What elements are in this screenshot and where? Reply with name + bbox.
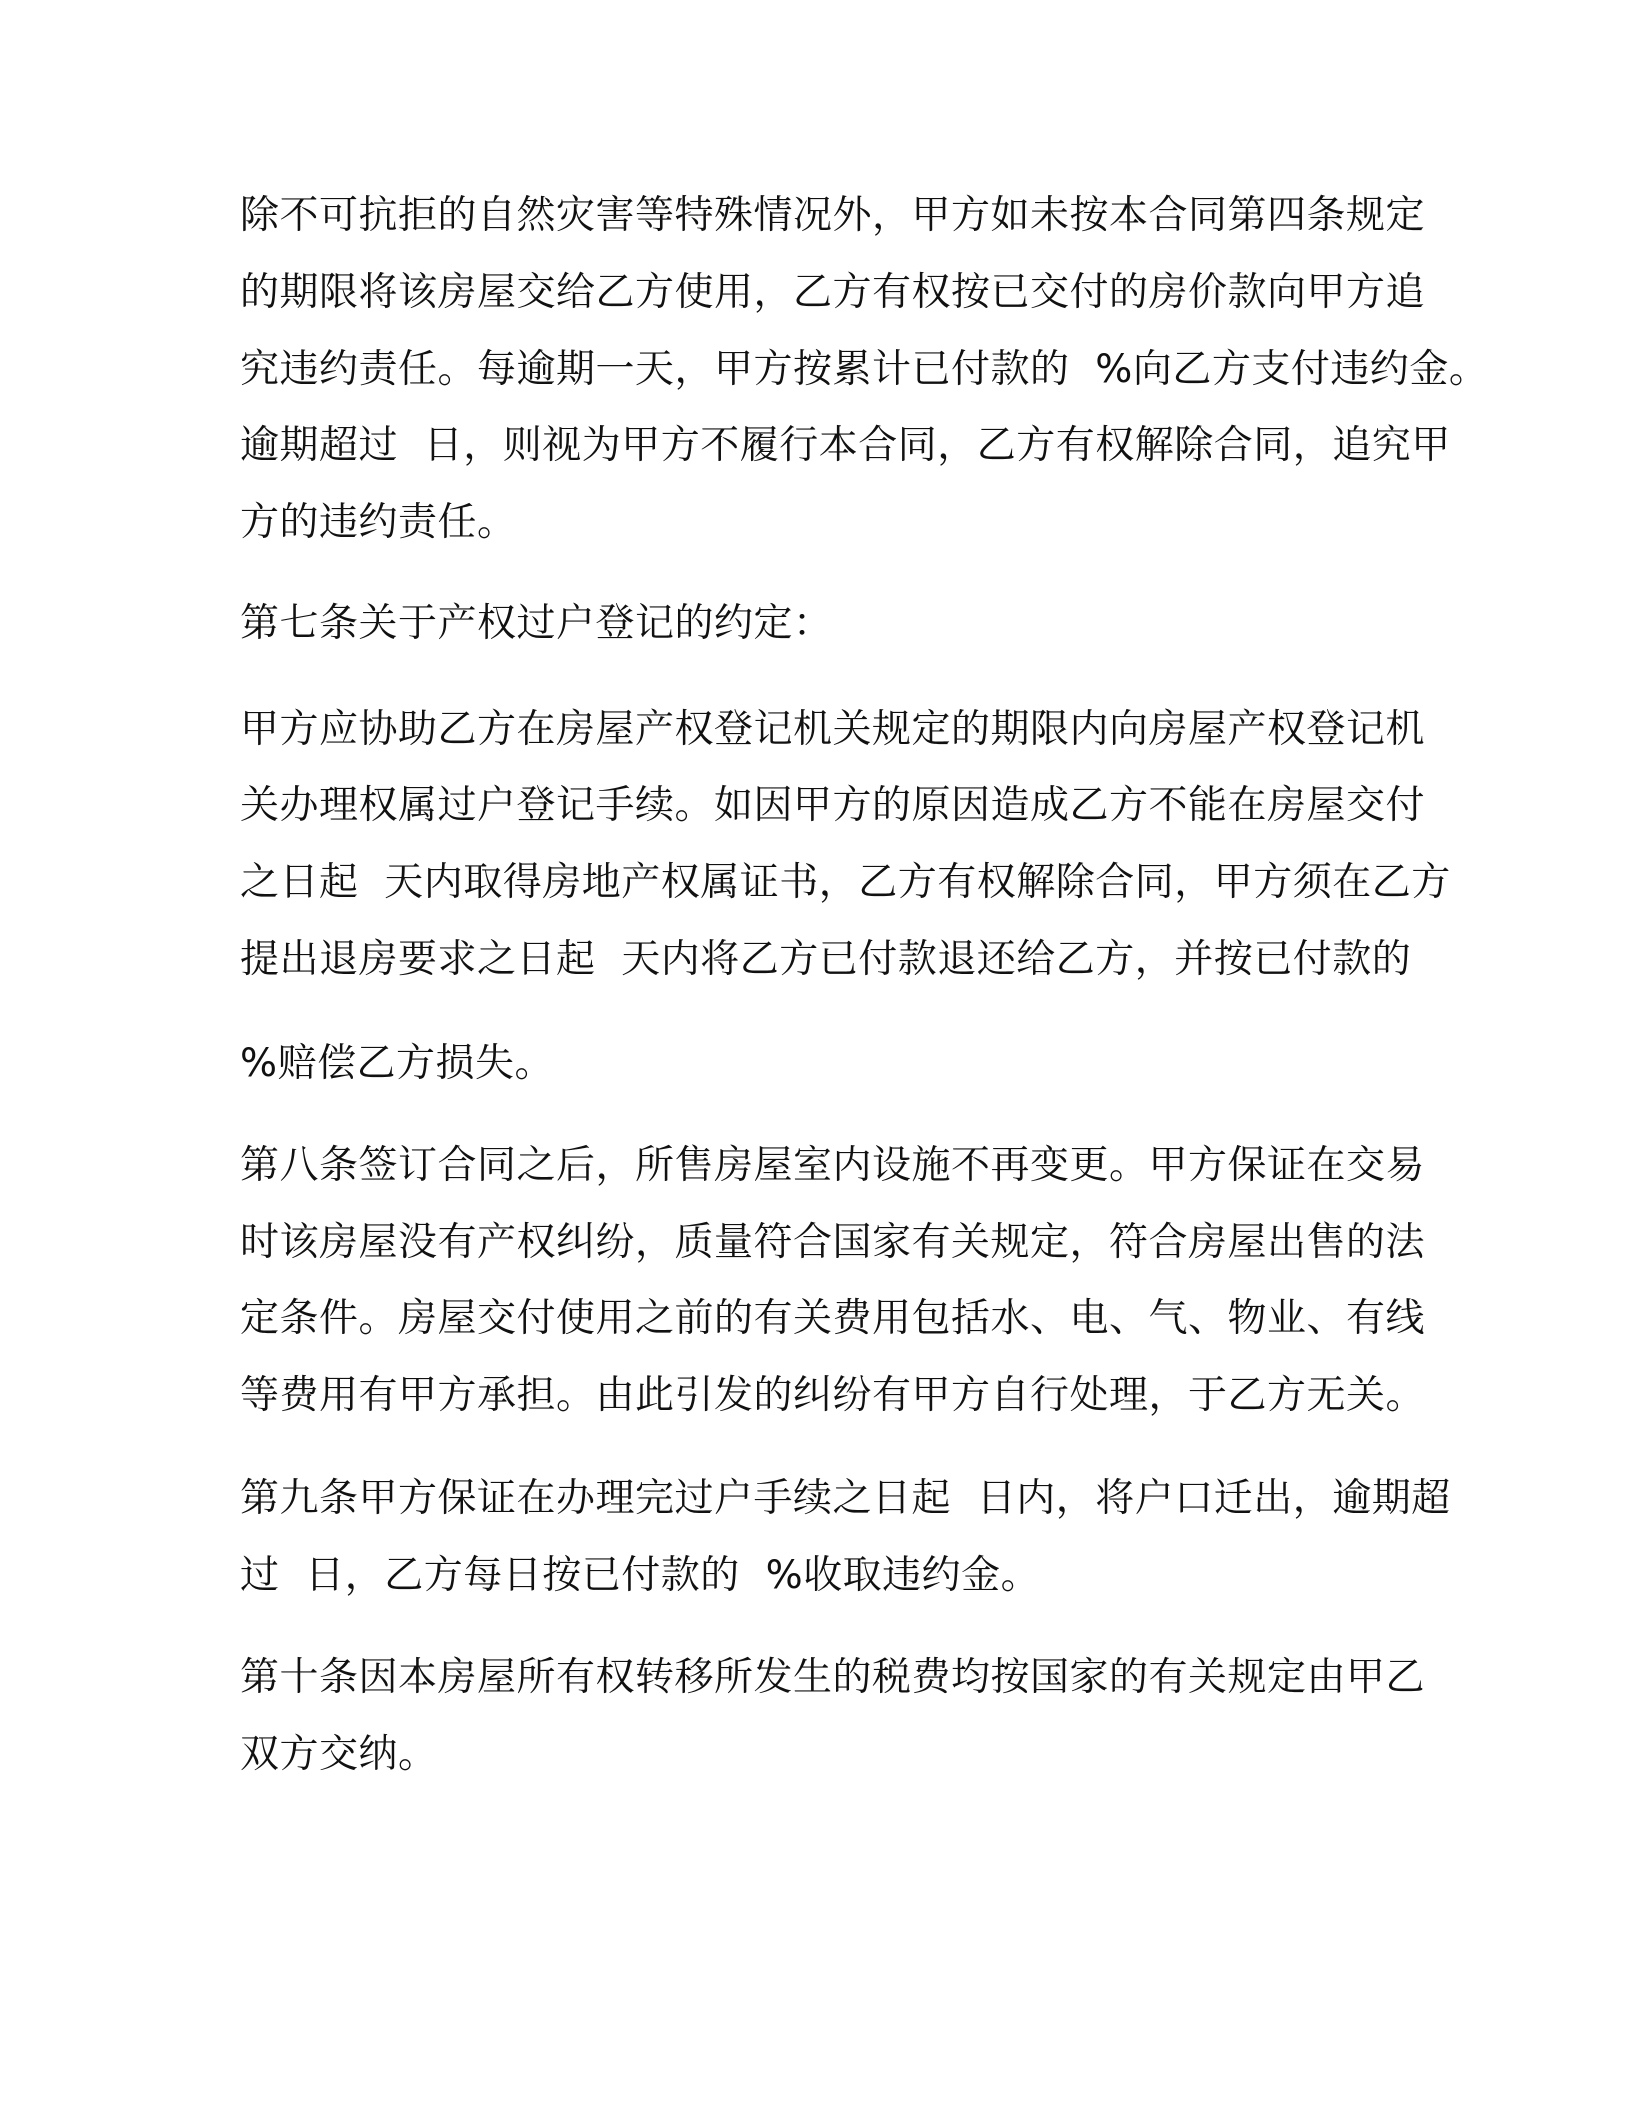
text-line: 第九条甲方保证在办理完过户手续之日起 日内，将户口迁出，逾期超 [240,1476,1451,1521]
text-line: 的期限将该房屋交给乙方使用，乙方有权按已交付的房价款向甲方追 [240,270,1426,315]
text-line: 究违约责任。每逾期一天，甲方按累计已付款的 %向乙方支付违约金。 [240,347,1489,392]
text-line: 提出退房要求之日起 天内将乙方已付款退还给乙方，并按已付款的 [240,937,1412,982]
text-line: 定条件。房屋交付使用之前的有关费用包括水、电、气、物业、有线 [240,1296,1426,1341]
article-heading: 第七条关于产权过户登记的约定： [240,601,833,646]
text-line: 之日起 天内取得房地产权属证书，乙方有权解除合同，甲方须在乙方 [240,860,1451,905]
text-line: 双方交纳。 [240,1732,438,1777]
text-line: 时该房屋没有产权纠纷，质量符合国家有关规定，符合房屋出售的法 [240,1220,1426,1265]
text-line: 关办理权属过户登记手续。如因甲方的原因造成乙方不能在房屋交付 [240,783,1426,828]
text-line: 等费用有甲方承担。由此引发的纠纷有甲方自行处理，于乙方无关。 [240,1373,1426,1418]
text-line: 第八条签订合同之后，所售房屋室内设施不再变更。甲方保证在交易 [240,1143,1426,1188]
text-line: 逾期超过 日，则视为甲方不履行本合同，乙方有权解除合同，追究甲 [240,423,1451,468]
text-line: 甲方应协助乙方在房屋产权登记机关规定的期限内向房屋产权登记机 [240,707,1426,752]
text-line: 第十条因本房屋所有权转移所发生的税费均按国家的有关规定由甲乙 [240,1655,1426,1700]
text-line: 除不可抗拒的自然灾害等特殊情况外，甲方如未按本合同第四条规定 [240,193,1426,238]
text-line: 过 日，乙方每日按已付款的 %收取违约金。 [240,1553,1041,1598]
text-line: %赔偿乙方损失。 [240,1041,555,1086]
text-line: 方的违约责任。 [240,500,517,545]
